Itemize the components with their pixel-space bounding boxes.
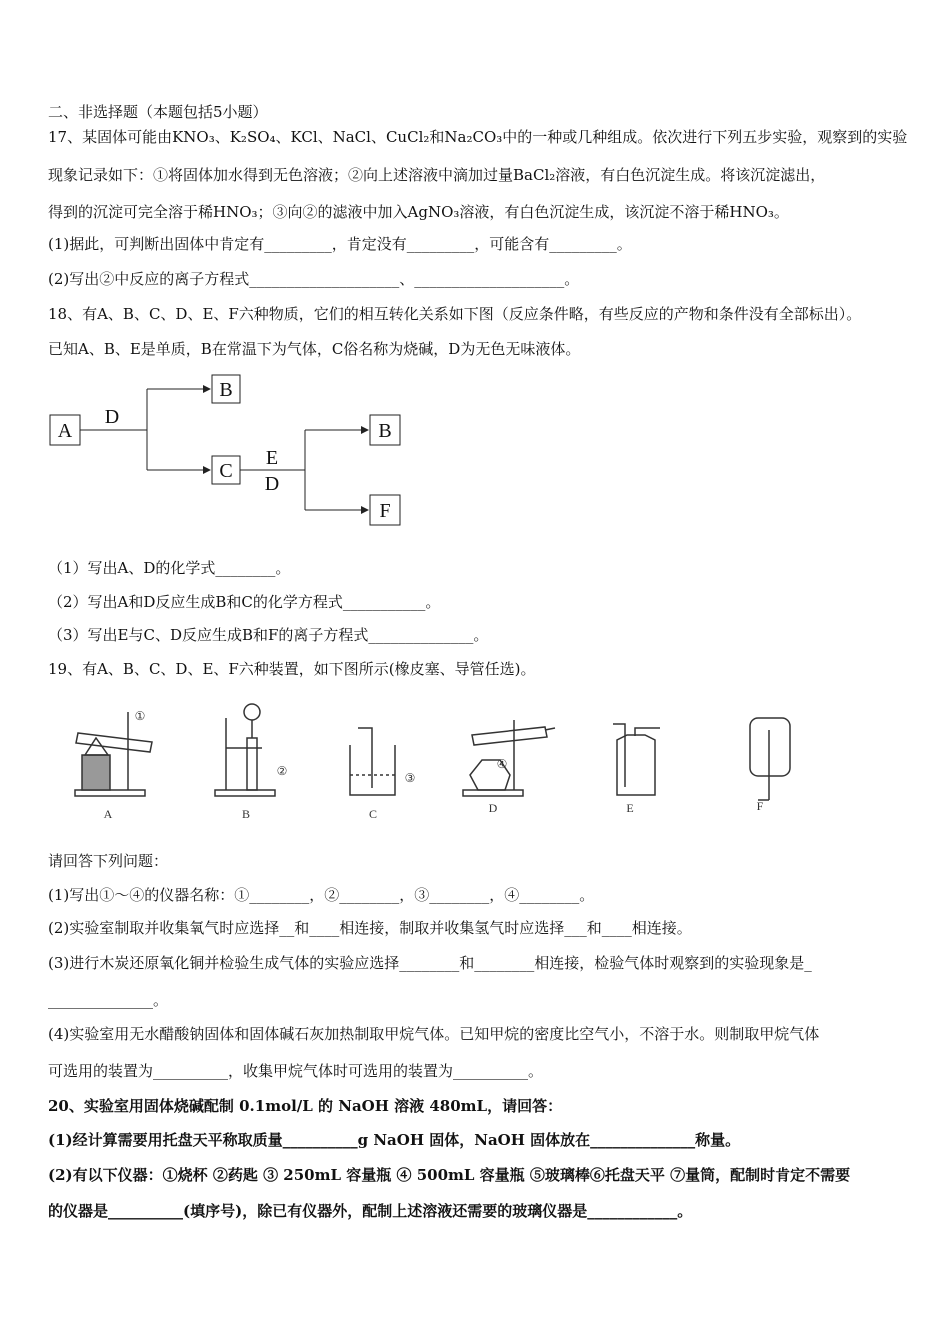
q20-question-2-cont: 的仪器是__________(填序号)，除已有仪器外，配制上述溶液还需要的玻璃仪器是____________。 [48, 1202, 693, 1220]
callout-3: ③ [404, 771, 416, 785]
apparatus-b [215, 704, 275, 796]
label-b-top: B [219, 379, 233, 401]
apparatus-a [75, 712, 152, 796]
apparatus-f [750, 718, 790, 800]
apparatus-figure [75, 704, 790, 800]
q19-intro: 19、有A、B、C、D、E、F六种装置，如下图所示(橡皮塞、导管任选)。 [48, 660, 536, 678]
apparatus-label-d: D [488, 801, 498, 815]
q19-question-3-cont: ______________。 [48, 991, 169, 1009]
q20-question-1: (1)经计算需要用托盘天平称取质量__________g NaOH 固体，NaOH 固体放在______________称量。 [48, 1131, 741, 1149]
q18-question-3: （3）写出E与C、D反应生成B和F的离子方程式______________。 [48, 626, 489, 644]
apparatus-e [613, 724, 660, 795]
apparatus-c [350, 728, 395, 795]
apparatus-label-f: F [756, 799, 764, 813]
label-e-reagent: E [265, 447, 279, 469]
q19-question-2: (2)实验室制取并收集氧气时应选择__和____相连接，制取并收集氢气时应选择___和____相连接。 [48, 919, 692, 937]
q17-question-1: (1)据此，可判断出固体中肯定有_________，肯定没有_________，可能含有_________。 [48, 235, 632, 253]
q19-question-3: (3)进行木炭还原氧化铜并检验生成气体的实验应选择________和________相连接，检验气体时观察到的实验现象是_ [48, 954, 812, 972]
apparatus-label-c: C [368, 807, 378, 821]
apparatus-label-a: A [103, 807, 113, 821]
label-d-reagent-2: D [264, 473, 280, 495]
q19-question-1: (1)写出①～④的仪器名称：①________，②________，③________，④________。 [48, 886, 595, 904]
q18-line-2: 已知A、B、E是单质，B在常温下为气体，C俗名称为烧碱，D为无色无味液体。 [48, 340, 581, 358]
q17-line-2: 现象记录如下：①将固体加水得到无色溶液；②向上述溶液中滴加过量BaCl₂溶液，有白色沉淀生成。将该沉淀滤出， [48, 166, 826, 184]
q18-line-1: 18、有A、B、C、D、E、F六种物质，它们的相互转化关系如下图（反应条件略，有些反应的产物和条件没有全部标出）。 [48, 305, 862, 323]
apparatus-d [463, 720, 555, 796]
callout-2: ② [276, 764, 288, 778]
q18-question-1: （1）写出A、D的化学式________。 [48, 559, 291, 577]
q20-intro: 20、实验室用固体烧碱配制 0.1mol/L 的 NaOH 溶液 480mL，请回答： [48, 1097, 563, 1115]
apparatus-label-b: B [241, 807, 251, 821]
apparatus-label-e: E [626, 801, 634, 815]
q20-question-2: (2)有以下仪器：①烧杯 ②药匙 ③ 250mL 容量瓶 ④ 500mL 容量瓶 ⑤玻璃棒⑥托盘天平 ⑦量筒，配制时肯定不需要 [48, 1166, 851, 1184]
q19-prompt: 请回答下列问题： [48, 852, 169, 870]
q17-line-1: 17、某固体可能由KNO₃、K₂SO₄、KCl、NaCl、CuCl₂和Na₂CO₃中的一种或几种组成。依次进行下列五步实验，观察到的实验 [48, 128, 908, 146]
q17-question-2: (2)写出②中反应的离子方程式____________________、____________________。 [48, 270, 580, 288]
q19-question-4: (4)实验室用无水醋酸钠固体和固体碱石灰加热制取甲烷气体。已知甲烷的密度比空气小，不溶于水。则制取甲烷气体 [48, 1025, 820, 1043]
callout-1: ① [134, 709, 146, 723]
section-title: 二、非选择题（本题包括5小题） [48, 103, 268, 121]
q19-question-4-cont: 可选用的装置为__________，收集甲烷气体时可选用的装置为__________。 [48, 1062, 544, 1080]
label-b-right: B [378, 420, 392, 442]
q18-question-2: （2）写出A和D反应生成B和C的化学方程式___________。 [48, 593, 441, 611]
label-d-reagent: D [104, 406, 120, 428]
label-a: A [57, 420, 73, 442]
label-c: C [219, 460, 233, 482]
q17-line-3: 得到的沉淀可完全溶于稀HNO₃；③向②的滤液中加入AgNO₃溶液，有白色沉淀生成，该沉淀不溶于稀HNO₃。 [48, 203, 789, 221]
label-f: F [379, 500, 391, 522]
callout-4: ④ [496, 757, 508, 771]
